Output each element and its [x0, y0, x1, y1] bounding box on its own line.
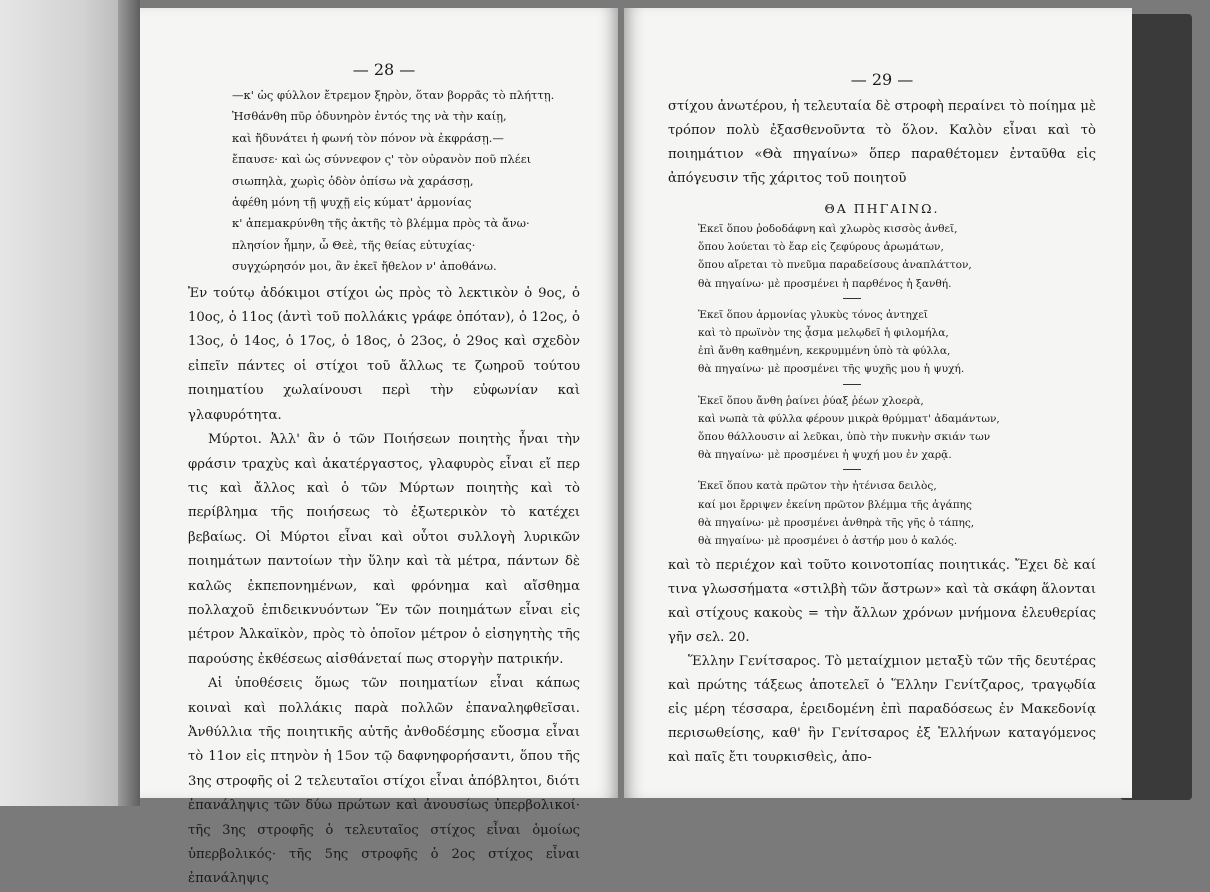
verse-line: θὰ πηγαίνω· μὲ προσμένει ἀνθηρὰ τῆς γῆς ὁ τάπης, — [698, 516, 975, 529]
right-page — [624, 8, 1132, 798]
scanner-background — [0, 0, 118, 806]
verse-line: —κ' ὡς φύλλον ἔτρεμον ξηρὸν, ὅταν βορρᾶς τὸ πλήττῃ. — [232, 88, 555, 102]
paragraph: καὶ τὸ περιέχον καὶ τοῦτο κοινοτοπίας ποιητικάς. Ἔχει δὲ καί τινα γλωσσήματα «στιλβὴ τῶν ἄστρων» καὶ τὰ σκάφη ἅλονται καὶ στίχους κακοὺς = τὴν ἄλλων χρόνων μνήμονα ἐλευθερίας γῆν σελ. 20. — [668, 558, 1096, 646]
verse-line: θὰ πηγαίνω· μὲ προσμένει τῆς ψυχῆς μου ἡ ψυχή. — [698, 363, 965, 376]
book-spine-edge — [118, 0, 140, 806]
poem-stanza — [668, 477, 1096, 550]
stanza-divider — [843, 469, 861, 470]
verse-line: ὅπου αἴρεται τὸ πνεῦμα παραδείσους ἀναπλάττον, — [698, 259, 972, 272]
verse-line: Ἐκεῖ ὅπου ῥοδοδάφνη καὶ χλωρὸς κισσὸς ἀνθεῖ, — [698, 223, 958, 235]
poem-stanza — [668, 220, 1096, 293]
poem-stanza — [668, 306, 1096, 379]
stanza-divider — [843, 298, 861, 299]
paragraph: Ἕλλην Γενίτσαρος. Τὸ μεταίχμιον μεταξὺ τῶν τῆς δευτέρας καὶ πρώτης τάξεως ἀποτελεῖ ὁ Ἕλλην Γενίτζαρος, τραγῳδία εἰς μέρη τέσσαρα, ἐρειδομένη ἐπὶ παραδόσεως ἐν Μακεδονίᾳ περισωθείσης, καθ' ἣν Γενίτσαρος ἐξ Ἑλλήνων καταγόμενος καὶ παῖς ἔτι τουρκισθεὶς, ἀπο- — [668, 654, 1096, 766]
verse-line: Ἠσθάνθη πῦρ ὀδυνηρὸν ἐντός της νὰ τὴν καίῃ, — [232, 109, 507, 124]
verse-line: θὰ πηγαίνω· μὲ προσμένει ἡ παρθένος ἡ ξανθή. — [698, 277, 952, 290]
body-text — [188, 282, 580, 892]
paragraph: στίχου ἀνωτέρου, ἡ τελευταία δὲ στροφὴ περαίνει τὸ ποίημα μὲ τρόπον πολὺ ἐξασθενοῦντα τὸ ὅλον. Καλὸν εἶναι καὶ τὸ ποιημάτιον «Θὰ πηγαίνω» ὅπερ παραθέτομεν ἐνταῦθα εἰς ἀπόγευσιν τῆς χάριτος τοῦ ποιητοῦ — [668, 99, 1096, 186]
verse-line: ὅπου λούεται τὸ ἔαρ εἰς ζεφύρους ἀρωμάτων, — [698, 241, 944, 254]
paragraph: Μύρτοι. Ἀλλ' ἂν ὁ τῶν Ποιήσεων ποιητὴς ἦναι τὴν φράσιν τραχὺς καὶ ἀκατέργαστος, γλαφυρὸς εἶναι εἴ περ τις καὶ ἄλλος καὶ ὁ τῶν Μύρτων ποιητὴς καὶ τὸ περίβλημα τῆς ποιήσεως τὸ ἐξωτερικὸν τὸ κατέχει βεβαίως. Οἱ Μύρτοι εἶναι καὶ οὗτοι συλλογὴ λυρικῶν ποιημάτων παντοίων τὴν ὕλην καὶ τὰ μέτρα, πάντων δὲ καλῶς ἐκπεπονημένων, καὶ φρόνημα καὶ αἴσθημα πολλαχοῦ ἐπιδεικνυόντων Ἕν τῶν ποιημάτων εἶναι εἰς μέτρον Ἀλκαϊκὸν, πρὸς τὸ ὁποῖον μέτρον ὁ εἰσηγητὴς τῆς παρούσης ἐκθέσεως αἰσθάνεταί πως στοργὴν πατρικήν. — [188, 432, 580, 667]
body-text — [668, 95, 1096, 191]
verse-line: ὅπου θάλλουσιν αἱ λεῦκαι, ὑπὸ τὴν πυκνὴν σκιάν των — [698, 431, 991, 444]
body-text — [668, 554, 1096, 770]
verse-line: συγχώρησόν μοι, ἂν ἐκεῖ ἤθελον ν' ἀποθάνω. — [232, 259, 497, 274]
verse-line: καὶ νωπὰ τὰ φύλλα φέρουν μικρὰ θρύμματ' ἀδαμάντων, — [698, 412, 1000, 425]
verse-line: κ' ἀπεμακρύνθη τῆς ἀκτῆς τὸ βλέμμα πρὸς τὰ ἄνω· — [232, 216, 530, 231]
paragraph: Ἐν τούτῳ ἀδόκιμοι στίχοι ὡς πρὸς τὸ λεκτικὸν ὁ 9ος, ὁ 10ος, ὁ 11ος (ἀντὶ τοῦ πολλάκις γράφε ὁπόταν), ὁ 12ος, ὁ 13ος, ὁ 14ος, ὁ 17ος, ὁ 18ος, ὁ 23ος, ὁ 29ος καὶ σχεδὸν εἰπεῖν πάντες οἱ στίχοι τοῦ ἄλλως τε ζωηροῦ τούτου ποιηματίου χωλαίνουσι περὶ τὴν εὐφωνίαν καὶ γλαφυρότητα. — [188, 285, 580, 423]
page-number: — 29 — — [850, 70, 914, 89]
left-page — [140, 8, 618, 887]
page-number: — 28 — — [352, 60, 416, 79]
verse-line: θὰ πηγαίνω· μὲ προσμένει ὁ ἀστήρ μου ὁ καλός. — [698, 535, 958, 548]
poem-title: ΘΑ ΠΗΓΑΙΝΩ. — [824, 201, 940, 216]
verse-line: Ἐκεῖ ὅπου ἄνθη ῥαίνει ῥύαξ ῥέων χλοερὰ, — [698, 394, 924, 407]
verse-line: Ἐκεῖ ὅπου κατὰ πρῶτον τὴν ἠτένισα δειλὸς, — [698, 480, 937, 493]
verse-line: θὰ πηγαίνω· μὲ προσμένει ἡ ψυχή μου ἐν χαρᾷ. — [698, 449, 952, 462]
poem-stanza — [668, 392, 1096, 465]
verse-line: ἐπὶ ἄνθη καθημένη, κεκρυμμένη ὑπὸ τὰ φύλλα, — [698, 345, 951, 358]
verse-block — [188, 85, 580, 278]
verse-line: ἀφέθη μόνη τῇ ψυχῇ εἰς κύματ' ἁρμονίας — [232, 195, 472, 210]
verse-line: ἔπαυσε· καὶ ὡς σύννεφον ς' τὸν οὐρανὸν ποῦ πλέει — [232, 152, 532, 167]
verse-line: Ἐκεῖ ὅπου ἁρμονίας γλυκὺς τόνος ἀντηχεῖ — [698, 308, 928, 321]
verse-line: καὶ ἤδυνάτει ἡ φωνή τὸν πόνον νὰ ἐκφράσῃ.— — [232, 130, 504, 145]
verse-line: καί μοι ἔρριψεν ἐκείνη πρῶτον βλέμμα τῆς ἀγάπης — [698, 498, 972, 511]
stanza-divider — [843, 384, 861, 385]
verse-line: σιωπηλὰ, χωρὶς ὁδὸν ὀπίσω νὰ χαράσσῃ, — [232, 173, 474, 188]
paragraph: Αἱ ὑποθέσεις ὅμως τῶν ποιηματίων εἶναι κάπως κοιναὶ καὶ πολλάκις παρὰ πολλῶν ἐπαναληφθεῖσαι. Ἀνθύλλια τῆς ποιητικῆς αὐτῆς ἀνθοδέσμης εὔοσμα εἶναι τὸ 11ον εἰς πτηνὸν ἡ 15ον τῷ δαφνηφορήσαντι, ὅπου τῆς 3ης στροφῆς οἱ 2 τελευταῖοι στίχοι εἶναι ἀπόβλητοι, διότι ἐπανάληψις τῶν δύω πρώτων καὶ ἀνουσίως ὑπερβολικοί· τῆς 3ης στροφῆς ὁ τελευταῖος στίχος εἶναι ὁμοίως ὑπερβολικός· τῆς 5ης στροφῆς ὁ 2ος στίχος εἶναι ἐπανάληψις — [188, 676, 580, 887]
verse-line: πλησίον ἦμην, ὦ Θεὲ, τῆς θείας εὐτυχίας· — [232, 237, 476, 252]
verse-line: καὶ τὸ πρωϊνὸν της ᾆσμα μελῳδεῖ ἡ φιλομήλα, — [698, 327, 949, 340]
